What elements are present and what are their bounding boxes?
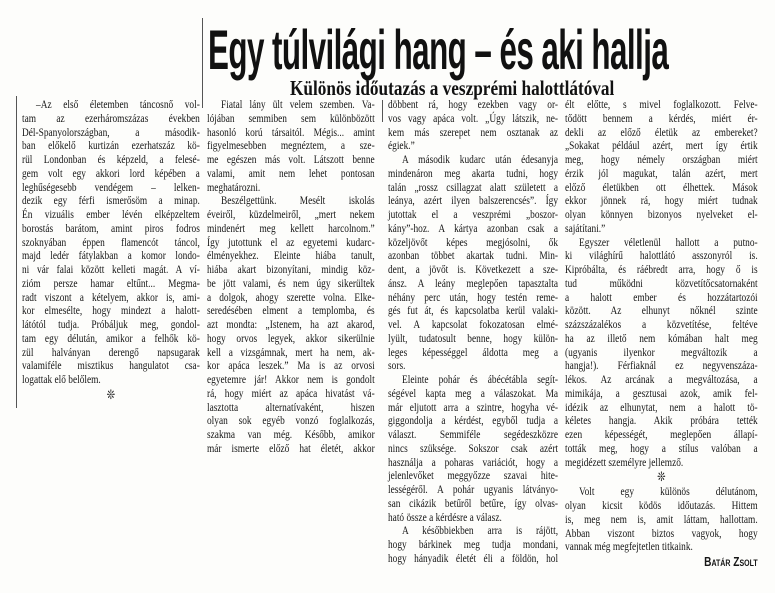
- text-line: dent, a jövőt is. Következett a sze-: [388, 262, 559, 276]
- text-line: majd ledér fátylakban a komor londo-: [22, 248, 200, 263]
- text-line: nincs szüksége. Sokszor csak azért: [388, 440, 559, 455]
- text-line: me egészen más volt. Látszott benne: [207, 152, 375, 166]
- text-line: azonban többet akartak tudni. Min-: [388, 248, 559, 263]
- text-line: már ismerte előző hat életét, akkor: [207, 440, 375, 455]
- text-line: leánya, azért ilyen balszerencsés”. Így: [388, 193, 559, 208]
- text-line: a dolgok, ahogy szerette volna. Elke-: [207, 289, 375, 304]
- text-line: jelenlevőket meggyőzze szavai hite-: [388, 468, 559, 483]
- text-line: zül halványan derengő napsugarak: [22, 344, 200, 359]
- text-line: valamiféle misztikus hangulatot csa-: [22, 358, 200, 373]
- text-line: dekli az előző életük az embereket?: [565, 124, 758, 139]
- text-line: Így jutottunk el az egyetemi kudarc-: [207, 234, 375, 249]
- column-rule-left: [16, 96, 17, 408]
- text-line: hiába akart bizonyítani, mindig köz-: [207, 262, 375, 276]
- text-line: tották meg, hogy a stílus valóban a: [565, 440, 758, 455]
- text-line: ható össze a kérdésre a válasz.: [388, 509, 502, 524]
- text-line: tam egy délután, amikor a felhők kö-: [22, 330, 200, 345]
- text-line: lességéről. A pohár ugyanis látványo-: [388, 482, 559, 496]
- text-line: tődött bennem a kérdés, miért ér-: [565, 110, 758, 125]
- text-line: be jött valami, és nem úgy sikerültek: [207, 275, 375, 290]
- text-line: ánsz. A leány meglepően tapasztalta: [388, 275, 559, 290]
- paragraph: [565, 98, 758, 236]
- text-line: vel. A kapcsolat fokozatosan elmé-: [388, 317, 559, 331]
- text-line: százszázalékos a közvetítése, feltéve: [565, 317, 758, 331]
- text-line: meg, hogy némely országban miért: [565, 152, 758, 166]
- text-line: megidézett személyre jellemző.: [565, 454, 684, 469]
- text-line: meghatározni.: [207, 179, 261, 194]
- text-line: dezik egy férfi ismerősöm a minap.: [22, 193, 200, 208]
- text-line: kor apáca leszek.” Ma is az orvosi: [207, 358, 375, 373]
- text-line: is, meg nem is, amit láttam, hallottam.: [565, 511, 758, 526]
- text-line: közeljövőt képes megjósolni, ők: [388, 234, 559, 249]
- text-line: (ugyanis ilyenkor megváltozik a: [565, 344, 758, 359]
- text-line: mimikája, a gesztusai azok, amik fel-: [565, 385, 758, 400]
- paragraph: [207, 98, 375, 194]
- text-line: hogy hányadik életét éli a földön, hol: [388, 550, 559, 565]
- paragraph: [22, 98, 200, 387]
- text-line: ni vár falai között kelleti magát. A ví-: [22, 262, 200, 276]
- text-line: hasonló korú társaitól. Mégis... amint: [207, 124, 375, 139]
- text-line: a halott ember és hozzátartozói: [565, 289, 758, 304]
- paragraph: [565, 236, 758, 470]
- text-line: jutottak el a veszprémi „boszor-: [388, 207, 559, 221]
- text-line: olyan kicsit ködös időutazás. Hittem: [565, 498, 758, 512]
- text-line: élményekhez. Eleinte hiába tanult,: [207, 248, 375, 263]
- text-line: Beszélgettünk. Mesélt iskolás: [221, 193, 375, 208]
- article-column-4: [565, 98, 758, 570]
- text-line: hogy bárkinek meg tudja mondani,: [388, 537, 559, 551]
- text-line: már eljutott arra a szintre, hogyha vé-: [388, 399, 559, 414]
- headline: Egy túlvilági hang – és aki hallja: [208, 18, 669, 81]
- text-line: Abban viszont biztos vagyok, hogy: [565, 525, 758, 540]
- text-line: éveiről, küzdelmeiről, „mert nekem: [207, 207, 375, 221]
- text-line: Egyszer véletlenül hallott a putno-: [579, 234, 758, 249]
- text-line: olyan könnyen bizonyos nyelveket el-: [565, 207, 758, 221]
- text-line: valami, amit nem lehet pontosan: [207, 165, 375, 180]
- text-line: lyült, tudatosult benne, hogy külön-: [388, 330, 559, 345]
- text-line: lasztotta alternatívaként, hiszen: [207, 399, 375, 414]
- text-line: logattak elő belőlem.: [22, 372, 101, 386]
- text-line: sors.: [388, 358, 406, 373]
- text-line: –Az első életemben táncosnő vol-: [36, 97, 200, 111]
- text-line: ségével kapta meg a válaszokat. Ma: [388, 385, 559, 400]
- text-line: mindenáron meg akarta tudni, hogy: [388, 165, 559, 180]
- column-rule-3: [382, 100, 383, 122]
- paragraph: [388, 524, 558, 565]
- text-line: idézik az elhunytat, nem a halott tö-: [565, 399, 758, 414]
- text-line: kell a vizsgámnak, mert ha nem, ak-: [207, 344, 375, 359]
- text-line: A későbbiekben arra is rájött,: [402, 523, 559, 538]
- article-column-1: [22, 98, 200, 403]
- text-line: választ. Semmiféle segédeszközre: [388, 427, 559, 441]
- text-line: szakma van még. Később, amikor: [207, 427, 375, 441]
- text-line: élt előtte, s mivel foglalkozott. Felve-: [565, 97, 758, 111]
- text-line: azt mondta: „Istenem, ha azt akarod,: [207, 317, 375, 331]
- text-line: radt viszont a kételyem, akkor is, ami-: [22, 289, 200, 304]
- text-line: ekkor jönnek rá, hogy miért tudnak: [565, 193, 758, 208]
- article-column-3: [388, 98, 558, 566]
- text-line: seredésében elment a templomba, és: [207, 303, 375, 318]
- text-line: előző életükben ott élhettek. Mások: [565, 179, 758, 194]
- text-line: lójában semmiben sem különbözött: [207, 110, 375, 125]
- text-line: kéletes hangja. Akik próbára tették: [565, 413, 758, 428]
- text-line: leghűségesebb vendégem – lelken-: [22, 179, 200, 194]
- text-line: ha az illető nem kómában halt meg: [565, 330, 758, 345]
- text-line: figyelmesebben megnéztem, a sze-: [207, 138, 375, 153]
- text-line: Kipróbálta, és ráébredt arra, hogy ő is: [565, 262, 758, 276]
- text-line: néhány perc után, hogy testén reme-: [388, 289, 559, 304]
- text-line: kem más szerepet nem osztanak az: [388, 124, 559, 139]
- paragraph: [388, 98, 558, 153]
- text-line: rül Londonban és képzeld, a felesé-: [22, 152, 200, 166]
- text-line: olyan sok egyéb vonzó foglalkozás,: [207, 413, 375, 428]
- paragraph: [388, 153, 558, 373]
- text-line: mindenért meg kellett harcolnom.”: [207, 220, 375, 235]
- section-separator: ❊: [106, 386, 116, 402]
- text-line: „Sokakat például azért, mert így értik: [565, 138, 758, 153]
- text-line: talán „rossz csillagzat alatt született a: [388, 179, 559, 194]
- text-line: használja a poharas variációt, hogy a: [388, 454, 559, 469]
- text-line: borostás barátom, amint piros fodros: [22, 220, 200, 235]
- text-line: érzik jól magukat, talán azért, mert: [565, 165, 758, 180]
- section-separator: ❊: [657, 469, 666, 485]
- text-line: vannak még megfejtetlen titkaink.: [565, 539, 693, 554]
- text-line: ban előkelő kurtizán ezerhatszáz kö-: [22, 138, 200, 153]
- text-line: vos vagy apáca volt. „Úgy látszik, ne-: [388, 110, 559, 125]
- text-line: giggondolja a kérdést, egyből tudja a: [388, 413, 559, 428]
- text-line: zióm persze hamar eltűnt... Megma-: [22, 275, 200, 290]
- text-line: szoknyában éppen flamencót táncol,: [22, 234, 200, 249]
- paragraph: [565, 485, 758, 554]
- text-line: Dél-Spanyolországban, a második-: [22, 124, 200, 139]
- text-line: gés fut át, és kapcsolatba kerül valaki-: [388, 303, 559, 318]
- text-line: döbbent rá, hogy ezekben vagy or-: [388, 97, 559, 111]
- text-line: hogy orvos legyek, akkor sikerülnie: [207, 330, 375, 345]
- text-line: tud működni közvetítőcsatornaként: [565, 275, 758, 290]
- paragraph: [388, 373, 558, 524]
- text-line: tam az ezerháromszázas években: [22, 110, 200, 125]
- text-line: Volt egy különös délutánom,: [579, 484, 758, 499]
- author-byline: Batár Zsolt: [704, 554, 758, 569]
- text-line: lékos. Az arcának a megváltozása, a: [565, 372, 758, 386]
- text-line: A második kudarc után édesanyja: [402, 152, 559, 166]
- text-line: látótól tudja. Próbáljuk meg, gondol-: [22, 317, 200, 331]
- paragraph: [207, 194, 375, 455]
- text-line: Fiatal lány ült velem szemben. Va-: [221, 97, 375, 111]
- text-line: ki világhírű halottlátó asszonyról is.: [565, 248, 758, 263]
- text-line: rá, hogy miért az apáca hivatást vá-: [207, 385, 375, 400]
- text-line: hangja!). Férfiaknál ez negyvenszáza-: [565, 358, 758, 373]
- text-line: Eleinte pohár és ábécétábla segít-: [402, 372, 559, 386]
- text-line: között. Az elhunyt nőknél szinte: [565, 303, 758, 318]
- text-line: gem volt egy akkori lord képében a: [22, 165, 200, 180]
- text-line: egyetemre jár! Akkor nem is gondolt: [207, 372, 375, 386]
- text-line: san cikázik betűről betűre, így olvas-: [388, 495, 559, 510]
- text-line: ezen képességét, meglepően állapí-: [565, 427, 758, 441]
- subtitle: Különös időutazás a veszprémi halottlátóval: [290, 76, 615, 100]
- text-line: Én vizuális ember lévén elképzeltem: [22, 207, 200, 221]
- article-column-2: [207, 98, 375, 456]
- text-line: égiek.”: [388, 138, 415, 153]
- column-rule-headline: [202, 18, 203, 108]
- text-line: leges képességgel áldotta meg a: [388, 344, 559, 359]
- text-line: kány”-hoz. A kártya azonban csak a: [388, 220, 559, 235]
- text-line: sajátítani.”: [565, 220, 606, 235]
- text-line: kor elmesélte, hogy mindezt a halott-: [22, 303, 200, 318]
